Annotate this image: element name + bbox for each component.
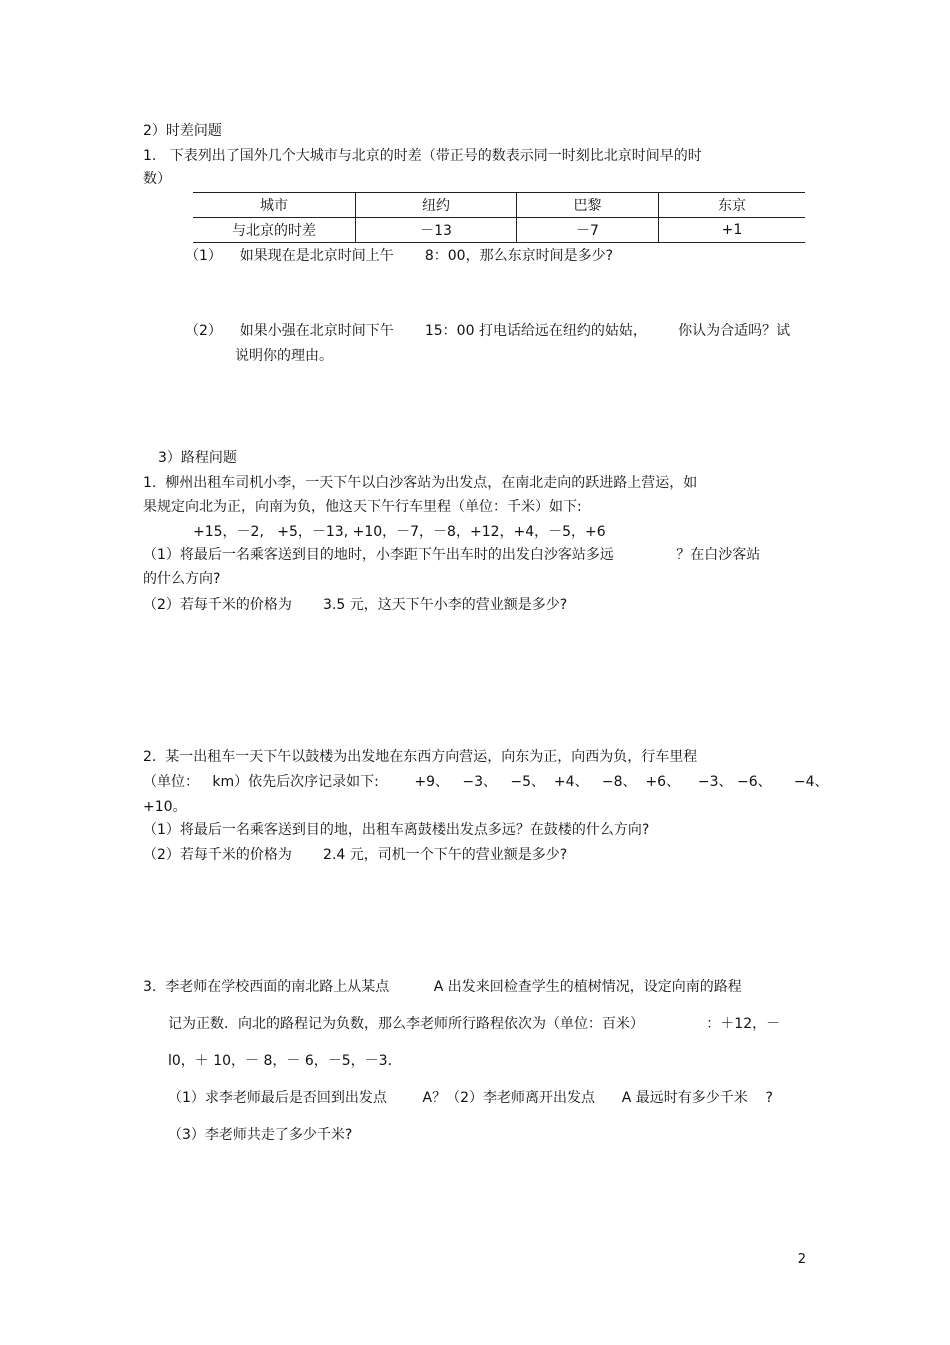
- problem-1-line1: 1. 柳州出租车司机小李，一天下午以白沙客站为出发点，在南北走向的跃进路上营运，如: [143, 475, 698, 491]
- problem-3-line1: 3. 李老师在学校西面的南北路上从某点 A 出发来回检查学生的植树情况，设定向南的路程: [143, 979, 742, 995]
- question-1-text-line2: 数）: [143, 171, 171, 187]
- problem-1-q1-line2: 的什么方向?: [143, 571, 221, 587]
- problem-2-q1: （1）将最后一名乘客送到目的地，出租车离鼓楼出发点多远？在鼓楼的什么方向?: [143, 822, 650, 838]
- problem-2-line2: （单位： km）依先后次序记录如下: +9、 −3、 −5、 +4、 −8、 +6、 −3、 −6、 −4、: [143, 774, 829, 790]
- table-header-cell: 城市: [193, 193, 356, 218]
- table-cell: －7: [517, 218, 659, 243]
- question-1-text-line1: 1. 下表列出了国外几个大城市与北京的时差（带正号的数表示同一时刻比北京时间早的时: [143, 148, 702, 164]
- problem-3-line3: l0，＋ 10，－ 8，－ 6，－5，－3．: [168, 1053, 402, 1069]
- table-header-row: [193, 193, 805, 218]
- sub-question-1: （1） 如果现在是北京时间上午 8：00，那么东京时间是多少?: [185, 248, 614, 264]
- problem-3-q3: （3）李老师共走了多少千米?: [168, 1127, 353, 1143]
- problem-1-line2: 果规定向北为正，向南为负，他这天下午行车里程（单位：千米）如下:: [143, 499, 582, 515]
- problem-1-data: +15，－2, +5，－13, +10，－7，－8，+12，+4，－5，+6: [193, 524, 606, 540]
- table-cell: 与北京的时差: [193, 218, 356, 243]
- problem-2-line1: 2. 某一出租车一天下午以鼓楼为出发地在东西方向营运，向东为正，向西为负，行车里程: [143, 749, 698, 765]
- section-heading-time-difference: 2）时差问题: [143, 123, 222, 139]
- sub-question-2-line2: 说明你的理由。: [235, 348, 333, 364]
- table-cell: －13: [356, 218, 517, 243]
- problem-2-q2: （2）若每千米的价格为 2.4 元，司机一个下午的营业额是多少?: [143, 847, 568, 863]
- section-heading-distance: 3）路程问题: [158, 450, 237, 466]
- table-header-cell: 巴黎: [517, 193, 659, 218]
- problem-3-q1-q2: （1）求李老师最后是否回到出发点 A？（2）李老师离开出发点 A 最远时有多少千米 ?: [168, 1090, 773, 1106]
- table-cell: +1: [659, 218, 806, 243]
- page-number: 2: [797, 1252, 806, 1267]
- problem-1-q2: （2）若每千米的价格为 3.5 元，这天下午小李的营业额是多少?: [143, 597, 568, 613]
- table-header-cell: 东京: [659, 193, 806, 218]
- table-header-cell: 纽约: [356, 193, 517, 218]
- table-row: [193, 218, 805, 243]
- time-difference-table: [193, 192, 805, 243]
- sub-question-2-line1: （2） 如果小强在北京时间下午 15：00 打电话给远在纽约的姑姑， 你认为合适吗？试: [185, 323, 791, 339]
- problem-2-line3: +10。: [143, 799, 187, 815]
- problem-3-line2: 记为正数．向北的路程记为负数，那么李老师所行路程依次为（单位：百米） ：＋12，－: [168, 1016, 781, 1032]
- problem-1-q1-line1: （1）将最后一名乘客送到目的地时，小李距下午出车时的出发白沙客站多远 ？在白沙客站: [143, 547, 761, 563]
